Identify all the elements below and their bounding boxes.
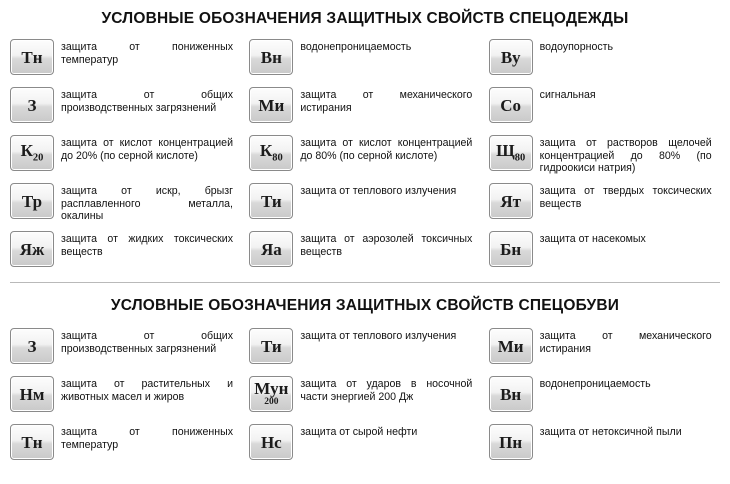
workwear-grid [10, 36, 720, 276]
legend-description: сигнальная [539, 89, 596, 101]
legend-badge [10, 376, 54, 412]
legend-badge-code [22, 193, 42, 210]
legend-badge-code-subscript: 200 [264, 396, 279, 407]
legend-badge-code [21, 49, 42, 66]
legend-badge-code-main: Щ [496, 141, 515, 161]
legend-badge-code [28, 97, 37, 114]
legend-badge-code [261, 241, 282, 258]
section-title-footwear: УСЛОВНЫЕ ОБОЗНАЧЕНИЯ ЗАЩИТНЫХ СВОЙСТВ СПЕЦОБУВИ [110, 297, 620, 314]
legend-badge-code [28, 338, 37, 355]
legend-description: защита от теплового излучения [300, 330, 457, 342]
legend-description: защита от механического истирания [539, 330, 712, 355]
legend-badge-code-main: Ти [260, 336, 282, 356]
legend-description: водонепроницаемость [539, 378, 651, 390]
legend-badge-code-main: Ми [258, 95, 285, 115]
legend-description: защита от кислот концентрацией до 80% (по серной кислоте) [300, 137, 473, 162]
legend-badge [249, 135, 293, 171]
legend-item [249, 36, 480, 84]
legend-item [249, 373, 480, 421]
legend-badge [489, 39, 533, 75]
legend-badge [10, 39, 54, 75]
legend-description: защита от пониженных температур [61, 41, 233, 66]
legend-badge [249, 39, 293, 75]
legend-badge-code [21, 142, 44, 164]
legend-description: защита от искр, брызг расплавленного металла, окалины [61, 185, 233, 223]
legend-description: защита от растворов щелочей концентрацией до 80% (по гидроокиси натрия) [539, 137, 712, 175]
legend-item [10, 180, 241, 228]
legend-description: защита от пониженных температур [61, 426, 233, 451]
legend-badge-code [261, 338, 282, 355]
legend-badge [10, 87, 54, 123]
legend-badge [249, 328, 293, 364]
legend-badge-code-subscript: 80 [514, 152, 526, 164]
legend-badge-code-main: Тр [21, 191, 43, 211]
legend-badge-code-main: Ми [497, 336, 524, 356]
legend-badge-code-main: Вн [260, 47, 282, 67]
legend-item [489, 36, 720, 84]
legend-description: защита от жидких токсических веществ [61, 233, 233, 258]
legend-item [10, 325, 241, 373]
legend-description: защита от нетоксичной пыли [539, 426, 682, 438]
legend-description: защита от насекомых [539, 233, 646, 245]
legend-badge-code [496, 142, 525, 164]
section-divider [10, 282, 720, 283]
legend-badge-code-main: Ву [500, 47, 521, 67]
legend-badge-code-subscript: 80 [272, 152, 283, 164]
legend-badge [489, 424, 533, 460]
legend-badge-code-main: Ти [260, 191, 282, 211]
legend-badge-code-main: Ят [500, 191, 521, 211]
legend-description: водонепроницаемость [300, 41, 412, 53]
legend-badge-code [261, 193, 282, 210]
legend-badge-code [501, 49, 521, 66]
legend-badge-code-main: Нм [19, 384, 45, 404]
legend-badge [489, 135, 533, 171]
legend-item [249, 228, 480, 276]
legend-badge-code-main: Тн [21, 432, 43, 452]
legend-item [489, 84, 720, 132]
legend-badge [10, 231, 54, 267]
legend-description: защита от кислот концентрацией до 20% (по серной кислоте) [61, 137, 233, 162]
legend-badge [249, 183, 293, 219]
legend-badge [249, 231, 293, 267]
footwear-grid [10, 325, 720, 469]
legend-badge [249, 424, 293, 460]
legend-description: защита от аэрозолей токсичных веществ [300, 233, 473, 258]
legend-badge-code-main: Пн [499, 432, 523, 452]
legend-badge-code [258, 97, 284, 114]
legend-badge-code [260, 142, 283, 164]
legend-badge-code-main: З [27, 95, 37, 115]
legend-badge-code [261, 434, 282, 451]
legend-badge [249, 376, 293, 412]
legend-badge-code [21, 434, 42, 451]
legend-item [489, 180, 720, 228]
legend-description: защита от механического истирания [300, 89, 473, 114]
legend-badge-code-main: Бн [500, 239, 522, 259]
legend-badge-code [500, 241, 521, 258]
legend-item [489, 421, 720, 469]
legend-badge [489, 376, 533, 412]
legend-item [10, 228, 241, 276]
legend-description: защита от общих производственных загрязнений [61, 330, 233, 355]
legend-badge-code-main: Яа [260, 239, 282, 259]
legend-badge-code-main: К [20, 141, 33, 161]
legend-item [10, 132, 241, 180]
legend-item [10, 373, 241, 421]
legend-item [489, 132, 720, 180]
legend-item [249, 180, 480, 228]
legend-badge-code [500, 97, 521, 114]
legend-description: защита от растительных и животных масел и жиров [61, 378, 233, 403]
legend-badge-code-main: Нс [260, 432, 282, 452]
legend-description: защита от теплового излучения [300, 185, 457, 197]
legend-badge-code [20, 386, 45, 403]
legend-badge-code-main: Яж [19, 239, 45, 259]
legend-badge-code-main: З [27, 336, 37, 356]
legend-item [249, 132, 480, 180]
legend-badge-code-main: Тн [21, 47, 43, 67]
legend-item [249, 325, 480, 373]
legend-badge [10, 183, 54, 219]
legend-description: защита от общих производственных загрязнений [61, 89, 233, 114]
legend-item [489, 373, 720, 421]
legend-description: защита от ударов в носочной части энергией 200 Дж [300, 378, 473, 403]
legend-badge-code [20, 241, 45, 258]
legend-item [10, 36, 241, 84]
legend-badge [489, 87, 533, 123]
legend-badge [489, 183, 533, 219]
section-title-workwear: УСЛОВНЫЕ ОБОЗНАЧЕНИЯ ЗАЩИТНЫХ СВОЙСТВ СПЕЦОДЕЖДЫ [101, 10, 629, 27]
legend-badge [10, 424, 54, 460]
legend-badge-code [499, 434, 522, 451]
legend-item [489, 228, 720, 276]
legend-item [489, 325, 720, 373]
legend-badge-code-main: Мун [254, 379, 289, 399]
legend-description: защита от сырой нефти [300, 426, 418, 438]
legend-description: защита от твердых токсических веществ [539, 185, 712, 210]
legend-item [249, 84, 480, 132]
legend-badge-code [500, 193, 521, 210]
legend-badge-code [500, 386, 521, 403]
legend-badge [489, 328, 533, 364]
legend-badge-code [261, 49, 282, 66]
legend-badge [489, 231, 533, 267]
legend-badge [249, 87, 293, 123]
legend-badge-code-subscript: 20 [32, 152, 44, 164]
legend-badge-code-main: Со [500, 95, 522, 115]
legend-item [10, 421, 241, 469]
legend-description: водоупорность [539, 41, 614, 53]
legend-item [10, 84, 241, 132]
legend-badge [10, 328, 54, 364]
legend-badge [10, 135, 54, 171]
legend-badge-code [498, 338, 524, 355]
legend-badge-code-main: Вн [500, 384, 522, 404]
legend-item [249, 421, 480, 469]
legend-badge-code-main: К [259, 141, 273, 161]
legend-badge-code [254, 381, 288, 406]
